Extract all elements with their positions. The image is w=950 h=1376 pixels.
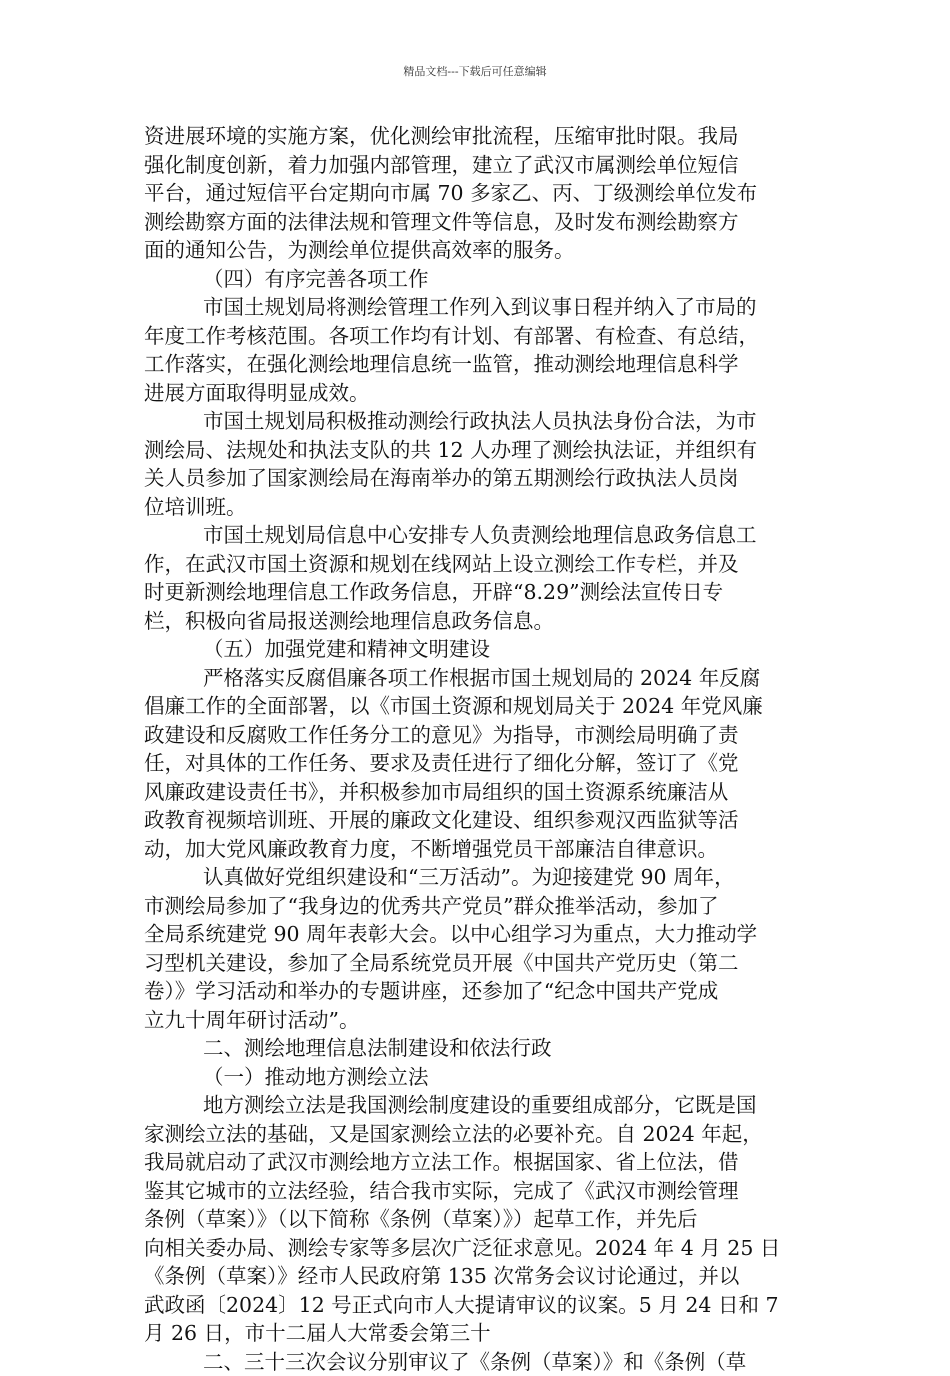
section-heading: 二、测绘地理信息法制建设和依法行政	[144, 1034, 810, 1063]
text-line: 位培训班。	[144, 493, 810, 522]
text-line: 年度工作考核范围。各项工作均有计划、有部署、有检查、有总结，	[144, 322, 810, 351]
text-line: 栏，积极向省局报送测绘地理信息政务信息。	[144, 607, 810, 636]
text-line: 测绘局、法规处和执法支队的共 12 人办理了测绘执法证，并组织有	[144, 436, 810, 465]
text-line: 时更新测绘地理信息工作政务信息，开辟“8.29”测绘法宣传日专	[144, 578, 810, 607]
text-line: 市测绘局参加了“我身边的优秀共产党员”群众推举活动，参加了	[144, 892, 810, 921]
text-line: 进展方面取得明显成效。	[144, 379, 810, 408]
section-heading: （四）有序完善各项工作	[144, 265, 810, 294]
text-line: 鉴其它城市的立法经验，结合我市实际，完成了《武汉市测绘管理	[144, 1177, 810, 1206]
text-line: 全局系统建党 90 周年表彰大会。以中心组学习为重点，大力推动学	[144, 920, 810, 949]
document-body	[144, 122, 810, 1376]
text-line: 市国土规划局信息中心安排专人负责测绘地理信息政务信息工	[144, 521, 810, 550]
text-line: 卷）》学习活动和举办的专题讲座，还参加了“纪念中国共产党成	[144, 977, 810, 1006]
text-line: 任，对具体的工作任务、要求及责任进行了细化分解，签订了《党	[144, 749, 810, 778]
text-line: 政建设和反腐败工作任务分工的意见》为指导，市测绘局明确了责	[144, 721, 810, 750]
text-line: 政教育视频培训班、开展的廉政文化建设、组织参观汉西监狱等活	[144, 806, 810, 835]
text-line: 家测绘立法的基础，又是国家测绘立法的必要补充。自 2024 年起，	[144, 1120, 810, 1149]
text-line: 武政函〔2024〕12 号正式向市人大提请审议的议案。5 月 24 日和 7	[144, 1291, 810, 1320]
text-line: 平台，通过短信平台定期向市属 70 多家乙、丙、丁级测绘单位发布	[144, 179, 810, 208]
text-line: 《条例（草案）》经市人民政府第 135 次常务会议讨论通过，并以	[144, 1262, 810, 1291]
section-heading: （五）加强党建和精神文明建设	[144, 635, 810, 664]
text-line: 向相关委办局、测绘专家等多层次广泛征求意见。2024 年 4 月 25 日	[144, 1234, 810, 1263]
text-line: 二、三十三次会议分别审议了《条例（草案）》和《条例（草	[144, 1348, 810, 1376]
text-line: 资进展环境的实施方案，优化测绘审批流程，压缩审批时限。我局	[144, 122, 810, 151]
text-line: 我局就启动了武汉市测绘地方立法工作。根据国家、省上位法，借	[144, 1148, 810, 1177]
text-line: 市国土规划局将测绘管理工作列入到议事日程并纳入了市局的	[144, 293, 810, 322]
text-line: 测绘勘察方面的法律法规和管理文件等信息，及时发布测绘勘察方	[144, 208, 810, 237]
text-line: 倡廉工作的全面部署，以《市国土资源和规划局关于 2024 年党风廉	[144, 692, 810, 721]
text-line: 月 26 日，市十二届人大常委会第三十	[144, 1319, 810, 1348]
text-line: 认真做好党组织建设和“三万活动”。为迎接建党 90 周年，	[144, 863, 810, 892]
text-line: 面的通知公告，为测绘单位提供高效率的服务。	[144, 236, 810, 265]
page-header: 精品文档---下载后可任意编辑	[0, 65, 950, 79]
text-line: 地方测绘立法是我国测绘制度建设的重要组成部分，它既是国	[144, 1091, 810, 1120]
text-line: 动，加大党风廉政教育力度，不断增强党员干部廉洁自律意识。	[144, 835, 810, 864]
text-line: 强化制度创新，着力加强内部管理，建立了武汉市属测绘单位短信	[144, 151, 810, 180]
text-line: 关人员参加了国家测绘局在海南举办的第五期测绘行政执法人员岗	[144, 464, 810, 493]
text-line: 严格落实反腐倡廉各项工作根据市国土规划局的 2024 年反腐	[144, 664, 810, 693]
text-line: 工作落实，在强化测绘地理信息统一监管，推动测绘地理信息科学	[144, 350, 810, 379]
text-line: 习型机关建设，参加了全局系统党员开展《中国共产党历史（第二	[144, 949, 810, 978]
text-line: 立九十周年研讨活动”。	[144, 1006, 810, 1035]
text-line: 作，在武汉市国土资源和规划在线网站上设立测绘工作专栏，并及	[144, 550, 810, 579]
text-line: 条例（草案）》（以下简称《条例（草案）》）起草工作，并先后	[144, 1205, 810, 1234]
text-line: 风廉政建设责任书》，并积极参加市局组织的国土资源系统廉洁从	[144, 778, 810, 807]
text-line: 市国土规划局积极推动测绘行政执法人员执法身份合法，为市	[144, 407, 810, 436]
section-heading: （一）推动地方测绘立法	[144, 1063, 810, 1092]
